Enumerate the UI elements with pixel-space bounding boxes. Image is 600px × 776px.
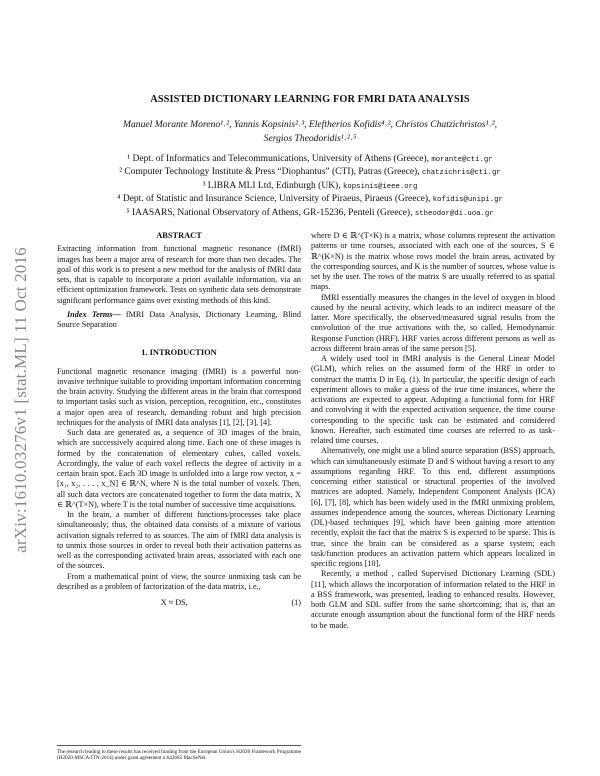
- authors-line-1: Manuel Morante Moreno¹˒², Yannis Kopsinis²˒³, Eleftherios Kofidis⁴˒², Christos Chatzichristos¹˒²,: [122, 119, 497, 130]
- author-list: [60, 118, 560, 146]
- affiliation-5: ⁵ IAASARS, National Observatory of Athens, GR-15236, Penteli (Greece), stheodor@di.uoa.gr: [126, 207, 494, 218]
- paragraph: From a mathematical point of view, the source unmixing task can be described as a problem of factorization of the data matrix, i.e.,: [57, 571, 301, 591]
- email[interactable]: kofidis@unipi.gr: [432, 196, 503, 205]
- affiliations: [60, 153, 560, 220]
- paragraph: In the brain, a number of different functions/processes take place simultaneously; thus, the obtained data consists of a mixture of various activation signals referred to as sources. The aim of fMRI data analysis is to unmix those sources in order to reveal both their activation patterns as well as the corresponding activated brain areas, associated with each one of the sources.: [57, 510, 301, 571]
- email[interactable]: stheodor@di.uoa.gr: [414, 209, 494, 218]
- paragraph: where D ∈ ℝ^(T×K) is a matrix, whose columns represent the activation patterns or time courses, associated with each one of the sources, S ∈ ℝ^(K×N) is the matrix whose rows model the brain areas, activated by the corresponding sources, and K is the number of sources, whose value is set by the user. The rows of the matrix S are usually referred to as spatial maps.: [311, 231, 555, 292]
- right-column: [311, 231, 555, 631]
- paragraph: Recently, a method , called Supervised Dictionary Learning (SDL) [11], which allows the incorporation of information related to the HRF in a BSS framework, was presented, leading to enhanced results. However, both GLM and SDL suffer from the same shortcoming; that is, that an accurate enough assumption about the functional form of the HRF needs to be made.: [311, 569, 555, 630]
- arxiv-stamp: arXiv:1610.03276v1 [stat.ML] 11 Oct 2016: [11, 247, 30, 553]
- index-terms: Index Terms— fMRI Data Analysis, Dictionary Learning, Blind Source Separation: [57, 309, 301, 329]
- email[interactable]: chatzichris@cti.gr: [421, 169, 501, 178]
- affiliation-2: ² Computer Technology Institute & Press “Diophantus” (CTI), Patras (Greece), chatzichris@cti.gr: [119, 167, 501, 178]
- affiliation-1: ¹ Dept. of Informatics and Telecommunications, University of Athens (Greece), morante@cti.gr: [127, 154, 493, 164]
- equation-body: X ≈ DS,: [160, 598, 188, 607]
- authors-line-2: Sergios Theodoridis¹˒²˒⁵: [263, 133, 357, 144]
- affiliation-3: ³ LIBRA MLI Ltd, Edinburgh (UK), kopsinis@ieee.org: [202, 180, 418, 191]
- abstract-heading: ABSTRACT: [156, 231, 202, 240]
- intro-heading: 1. INTRODUCTION: [141, 348, 217, 358]
- paragraph: Alternatively, one might use a blind source separation (BSS) approach, which can simultaneously estimate D and S without having a resort to any assumptions regarding HRF. To this end, different assumptions concerning either statistical or structural properties of the involved matrices are adopted. Namely, Independent Component Analysis (ICA) [6], [7], [8], which has been widely used in the fMRI unmixing problem, assumes independence among the sources, whereas Dictionary Learning (DL)-based techniques [9], which have been gaining more attention recently, exploit the fact that the matrix S is expected to be sparse. This is true, since the brain can be considered as a sparse system; each task/function produces an activation pattern which appears localized in specific regions [10].: [311, 446, 555, 568]
- equation-number: (1): [291, 598, 301, 607]
- paragraph: Functional magnetic resonance imaging (fMRI) is a powerful non-invasive technique suitable to providing important information concerning the brain activity. Studying the different areas in the brain that correspond to important tasks such as vision, perception, recognition, etc., constitutes a major open area of research, demanding robust and high precision techniques for the analysis of fMRI data analysis [1], [2], [3], [4].: [57, 366, 301, 427]
- abstract-text: Extracting information from functional magnetic resonance (fMRI) images has been a major area of research for more than two decades. The goal of this work is to present a new method for the analysis of fMRI data sets, that is capable to incorporate a priori available information, via an efficient optimization framework. Tests on synthetic data sets demonstrate significant performance gains over existing methods of this kind.: [57, 244, 301, 305]
- paragraph: A widely used tool in fMRI analysis is the General Linear Model (GLM), which relies on the assumed form of the HRF in order to construct the matrix D in Eq. (1). In particular, the specific design of each experiment allows to make a guess of the true time instances, where the activations are expected to appear. Adopting a functional form for HRF and convolving it with the expected activation sequence, the time course corresponding to the specific task can be estimated and considered known. Hereafter, such estimated time courses are referred to as task-related time courses.: [311, 354, 555, 445]
- funding-footnote: The research leading to these results has received funding from the European Union's H2020 Framework Programme (H2020-MSCA-ITN-2014) under grant agreement n.642685 MacSeNet.: [57, 745, 301, 761]
- email[interactable]: kopsinis@ieee.org: [342, 182, 418, 191]
- paragraph: Such data are generated as, a sequence of 3D images of the brain, which are successively acquired along time. Each one of these images is formed by the concatenation of elementary cubes, called voxels. Accordingly, the value of each voxel reflects the degree of activity in a certain brain spot. Each 3D image is unfolded into a large row vector, x = [x₁, x₂, . . . , x_N] ∈ ℝ^N, where N is the total number of voxels. Then, all such data vectors are concatenated together to form the data matrix, X ∈ ℝ^(T×N), where T is the total number of successive time acquisitions.: [57, 428, 301, 509]
- affiliation-4: ⁴ Dept. of Statistic and Insurance Science, University of Piraeus, Piraeus (Greece), kofidis@unipi.gr: [117, 194, 503, 205]
- left-column: [57, 231, 301, 612]
- paper-title: ASSISTED DICTIONARY LEARNING FOR FMRI DATA ANALYSIS: [150, 94, 470, 105]
- paragraph: fMRI essentially measures the changes in the level of oxygen in blood caused by the neural activity, which leads to an indirect measure of the latter. More specifically, the observed/measured signal results from the convolution of the true activations with the, so called, Hemodynamic Response Function (HRF). HRF varies across different persons as well as across different brain areas of the same person [5].: [311, 292, 555, 353]
- email[interactable]: morante@cti.gr: [431, 156, 493, 164]
- equation-1: [57, 592, 301, 612]
